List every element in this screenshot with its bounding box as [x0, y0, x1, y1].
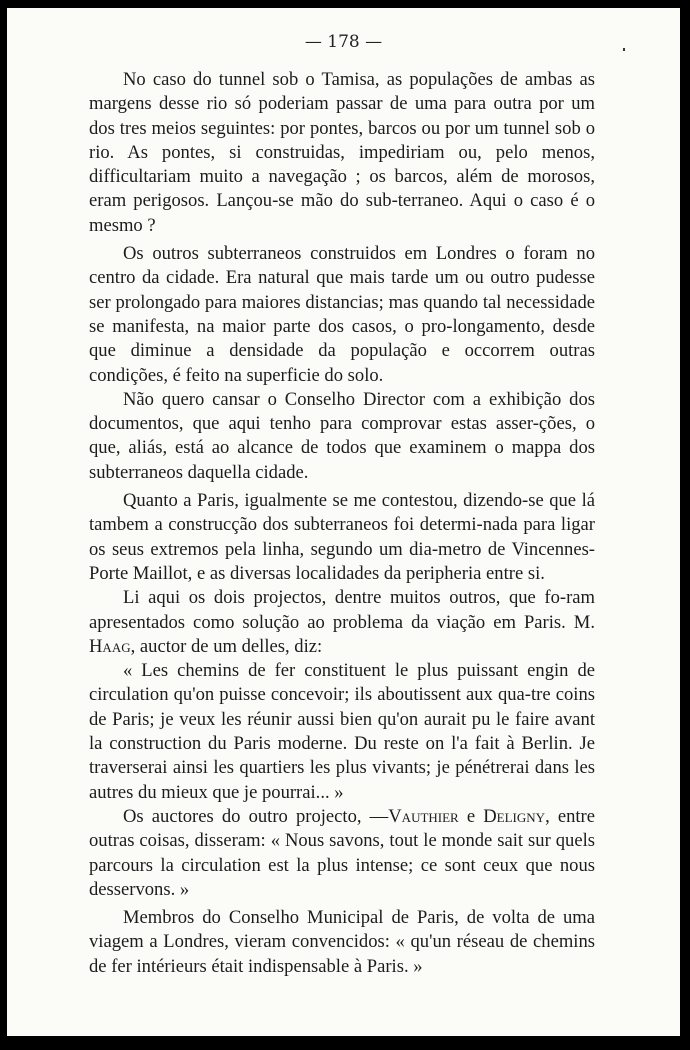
auctores-text: Os auctores do outro projecto, — [123, 805, 389, 827]
paragraph-conselho: Não quero cansar o Conselho Director com a exhibição dos documentos, que aqui tenho para comprovar estas asser-ções, o que, aliás, está ao alcance de todos que examinem o mappa dos subterraneos daquella cidade. [89, 388, 595, 483]
projectos-text-end: , auctor de um delles, diz: [130, 635, 323, 657]
auctores-conj: e [458, 805, 484, 827]
author-haag: Haag [89, 635, 131, 657]
paragraph-londres: Os outros subterraneos construidos em Londres o foram no centro da cidade. Era natural que mais tarde um ou outro pudesse ser prolongado para maiores distancias; mas quando tal necessidade se manifesta, na maior parte dos casos, o pro-longamento, desde que diminue a densidade da população e occorrem outras condições, é feito na superficie do solo. [89, 243, 595, 386]
paragraph-paris: Quanto a Paris, igualmente se me contestou, dizendo-se que lá tambem a construcção dos subterraneos foi determi-nada para ligar os seus extremos pela linha, segundo um dia-metro de Vincennes-Porte Maillot, e as diversas localidades da peripheria entre si. [89, 490, 595, 584]
document-page [7, 8, 680, 1036]
print-speck [623, 48, 625, 51]
paragraph-tamisa: No caso do tunnel sob o Tamisa, as populações de ambas as margens desse rio só poderiam passar de uma para outra por um dos tres meios seguintes: por pontes, barcos ou por um tunnel sob o rio. As pontes, si construidas, impediriam ou, pelo menos, difficultariam muito a navegação ; os barcos, além de morosos, eram perigosos. Lançou-se mão do sub-terraneo. Aqui o caso é o mesmo ? [89, 69, 595, 236]
paragraph-membros: Membros do Conselho Municipal de Paris, de volta de uma viagem a Londres, vieram convencidos: « qu'un réseau de chemins de fer intérieurs était indispensable à Paris. » [89, 907, 595, 977]
paragraph-projectos [89, 586, 595, 659]
body-text [89, 68, 595, 979]
page-number: — 178 — [304, 32, 383, 52]
paragraph-quote-haag: « Les chemins de fer constituent le plus puissant engin de circulation qu'on puisse concevoir; ils aboutissent aux qua-tre coins de Paris; je veux les réunir aussi bien qu'on aurait pu le faire avant la construction du Paris moderne. Du reste on l'a fait à Berlin. Je traverserai ainsi les quartiers les plus vivants; je pénétrerai dans les autres du mieux que je pourrai... » [89, 660, 595, 803]
author-deligny: Deligny [483, 805, 546, 827]
auctores-text-end: , entre outras coisas, disseram: « Nous savons, tout le monde sait sur quels parcours la circulation est la plus intense; ce sont ceux que nous desservons. » [89, 805, 595, 900]
paragraph-auctores [89, 805, 595, 902]
projectos-text: Li aqui os dois projectos, dentre muitos outros, que fo-ram apresentados como solução ao problema da viação em Paris. M. [89, 587, 595, 633]
author-vauthier: Vauthier [388, 805, 459, 827]
